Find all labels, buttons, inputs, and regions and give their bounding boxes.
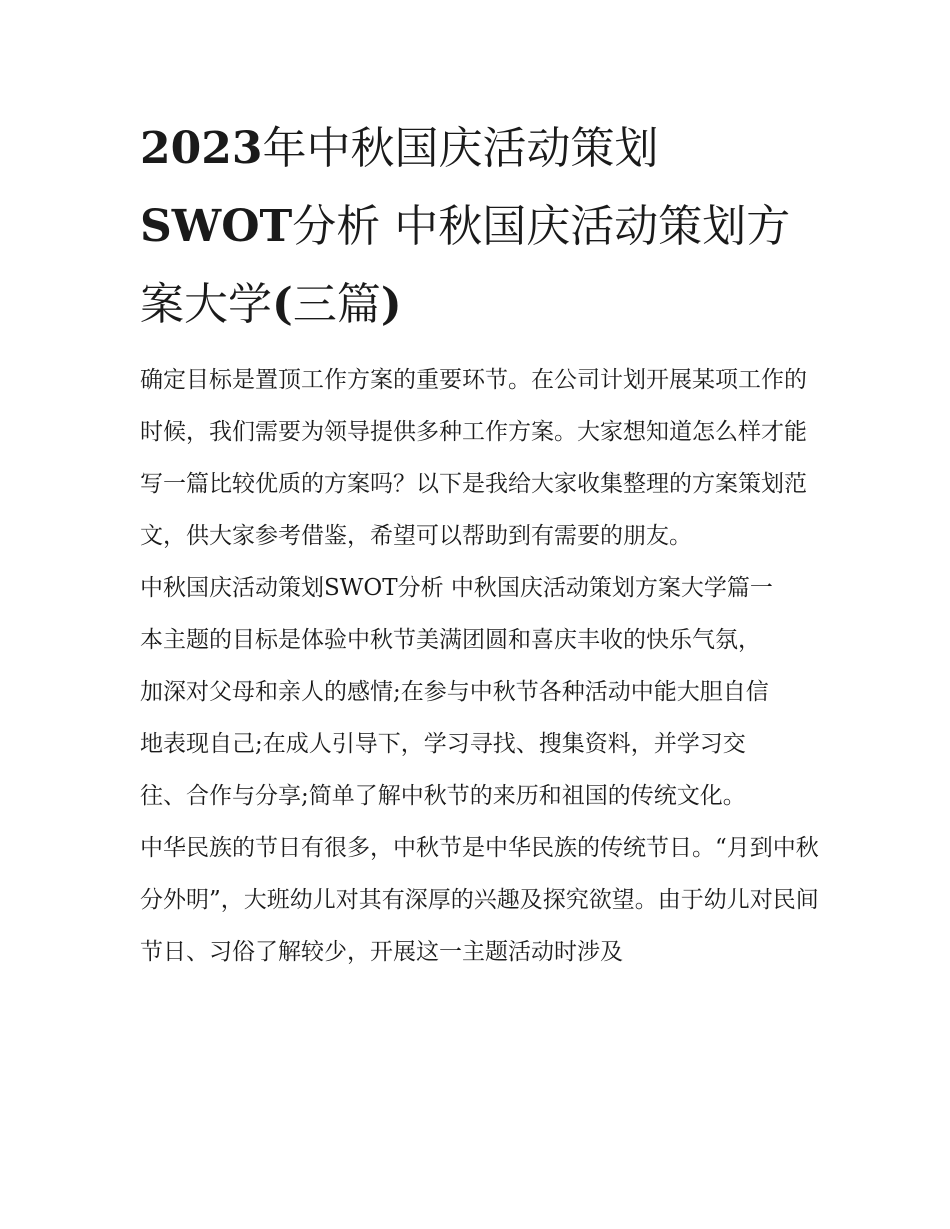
section-heading: 中秋国庆活动策划SWOT分析 中秋国庆活动策划方案大学篇一 <box>140 575 773 601</box>
paragraph-goal: 本主题的目标是体验中秋节美满团圆和喜庆丰收的快乐气氛，加深对父母和亲人的感情;在参与中秋节各种活动中能大胆自信地表现自己;在成人引导下，学习寻找、搜集资料，并学习交往、合作与分享;简单了解中秋节的来历和祖国的传统文化。 <box>140 627 769 809</box>
title-paren-close: ) <box>380 279 402 330</box>
document-title <box>140 110 820 344</box>
paragraph-intro: 确定目标是置顶工作方案的重要环节。在公司计划开展某项工作的时候，我们需要为领导提供多种工作方案。大家想知道怎么样才能写一篇比较优质的方案吗？以下是我给大家收集整理的方案策划范文，供大家参考借鉴，希望可以帮助到有需要的朋友。 <box>140 367 807 549</box>
title-paren-open: ( <box>272 279 293 330</box>
title-segment-2: 分析 中秋国庆活动策划方案大学 <box>140 201 791 330</box>
title-swot: SWOT <box>140 201 293 252</box>
paragraph-background: 中华民族的节日有很多，中秋节是中华民族的传统节日。“月到中秋分外明”，大班幼儿对其有深厚的兴趣及探究欲望。由于幼儿对民间节日、习俗了解较少，开展这一主题活动时涉及 <box>140 835 819 965</box>
title-segment-1: 年中秋国庆活动策划 <box>262 123 659 174</box>
document-body <box>140 354 820 978</box>
title-segment-3: 三篇 <box>292 279 381 330</box>
title-year: 2023 <box>140 123 263 174</box>
